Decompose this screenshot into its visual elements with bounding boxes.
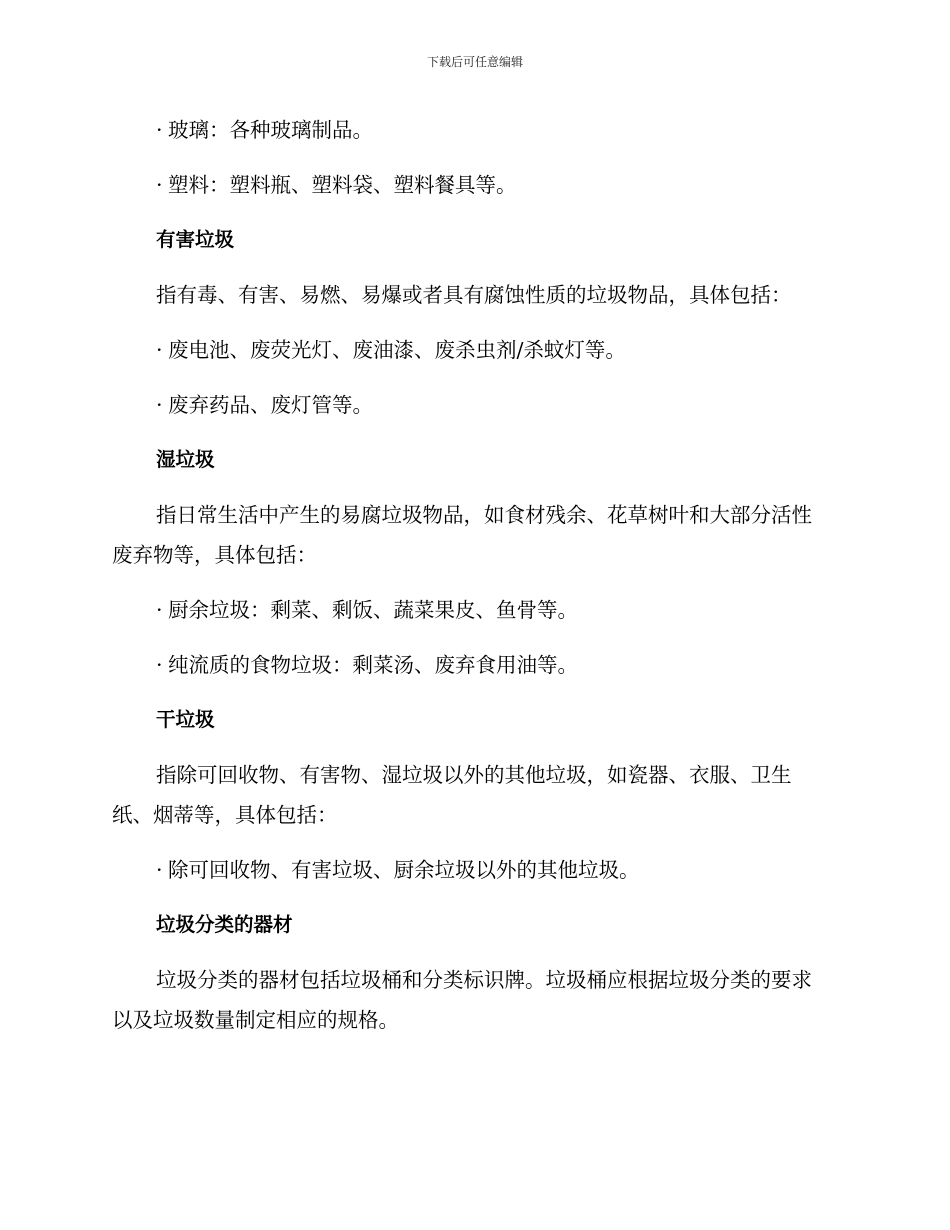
bullet-item [112, 385, 832, 425]
bullet-item [112, 165, 832, 205]
bullet-dot: · [156, 858, 163, 882]
paragraph-wet: 指日常生活中产生的易腐垃圾物品，如食材残余、花草树叶和大部分活性废弃物等，具体包括： [112, 503, 812, 567]
bullet-item [112, 330, 832, 370]
document-body [112, 110, 832, 1055]
bullet-text: 纯流质的食物垃圾：剩菜汤、废弃食用油等。 [168, 653, 578, 677]
section-heading-hazardous: 有害垃圾 [156, 228, 235, 251]
bullet-text: 废电池、废荧光灯、废油漆、废杀虫剂/杀蚊灯等。 [168, 338, 626, 362]
bullet-dot: · [156, 653, 163, 677]
section-heading-equipment: 垃圾分类的器材 [156, 913, 293, 936]
bullet-dot: · [156, 173, 163, 197]
bullet-item [112, 645, 832, 685]
bullet-text: 除可回收物、有害垃圾、厨余垃圾以外的其他垃圾。 [168, 858, 640, 882]
bullet-dot: · [156, 393, 163, 417]
paragraph-hazardous: 指有毒、有害、易燃、易爆或者具有腐蚀性质的垃圾物品，具体包括： [156, 283, 792, 307]
bullet-dot: · [156, 598, 163, 622]
bullet-item [112, 590, 832, 630]
section-heading-wet: 湿垃圾 [156, 448, 215, 471]
bullet-item [112, 850, 832, 890]
page-header: 下载后可任意编辑 [426, 55, 523, 69]
bullet-dot: · [156, 118, 163, 142]
bullet-text: 塑料：塑料瓶、塑料袋、塑料餐具等。 [168, 173, 517, 197]
bullet-text: 厨余垃圾：剩菜、剩饭、蔬菜果皮、鱼骨等。 [168, 598, 578, 622]
paragraph-equipment: 垃圾分类的器材包括垃圾桶和分类标识牌。垃圾桶应根据垃圾分类的要求以及垃圾数量制定相应的规格。 [112, 968, 812, 1032]
bullet-item [112, 110, 832, 150]
section-heading-dry: 干垃圾 [156, 708, 215, 731]
paragraph-dry: 指除可回收物、有害物、湿垃圾以外的其他垃圾，如瓷器、衣服、卫生纸、烟蒂等，具体包括： [112, 763, 792, 827]
bullet-text: 废弃药品、废灯管等。 [168, 393, 373, 417]
bullet-text: 玻璃：各种玻璃制品。 [168, 118, 373, 142]
bullet-dot: · [156, 338, 163, 362]
